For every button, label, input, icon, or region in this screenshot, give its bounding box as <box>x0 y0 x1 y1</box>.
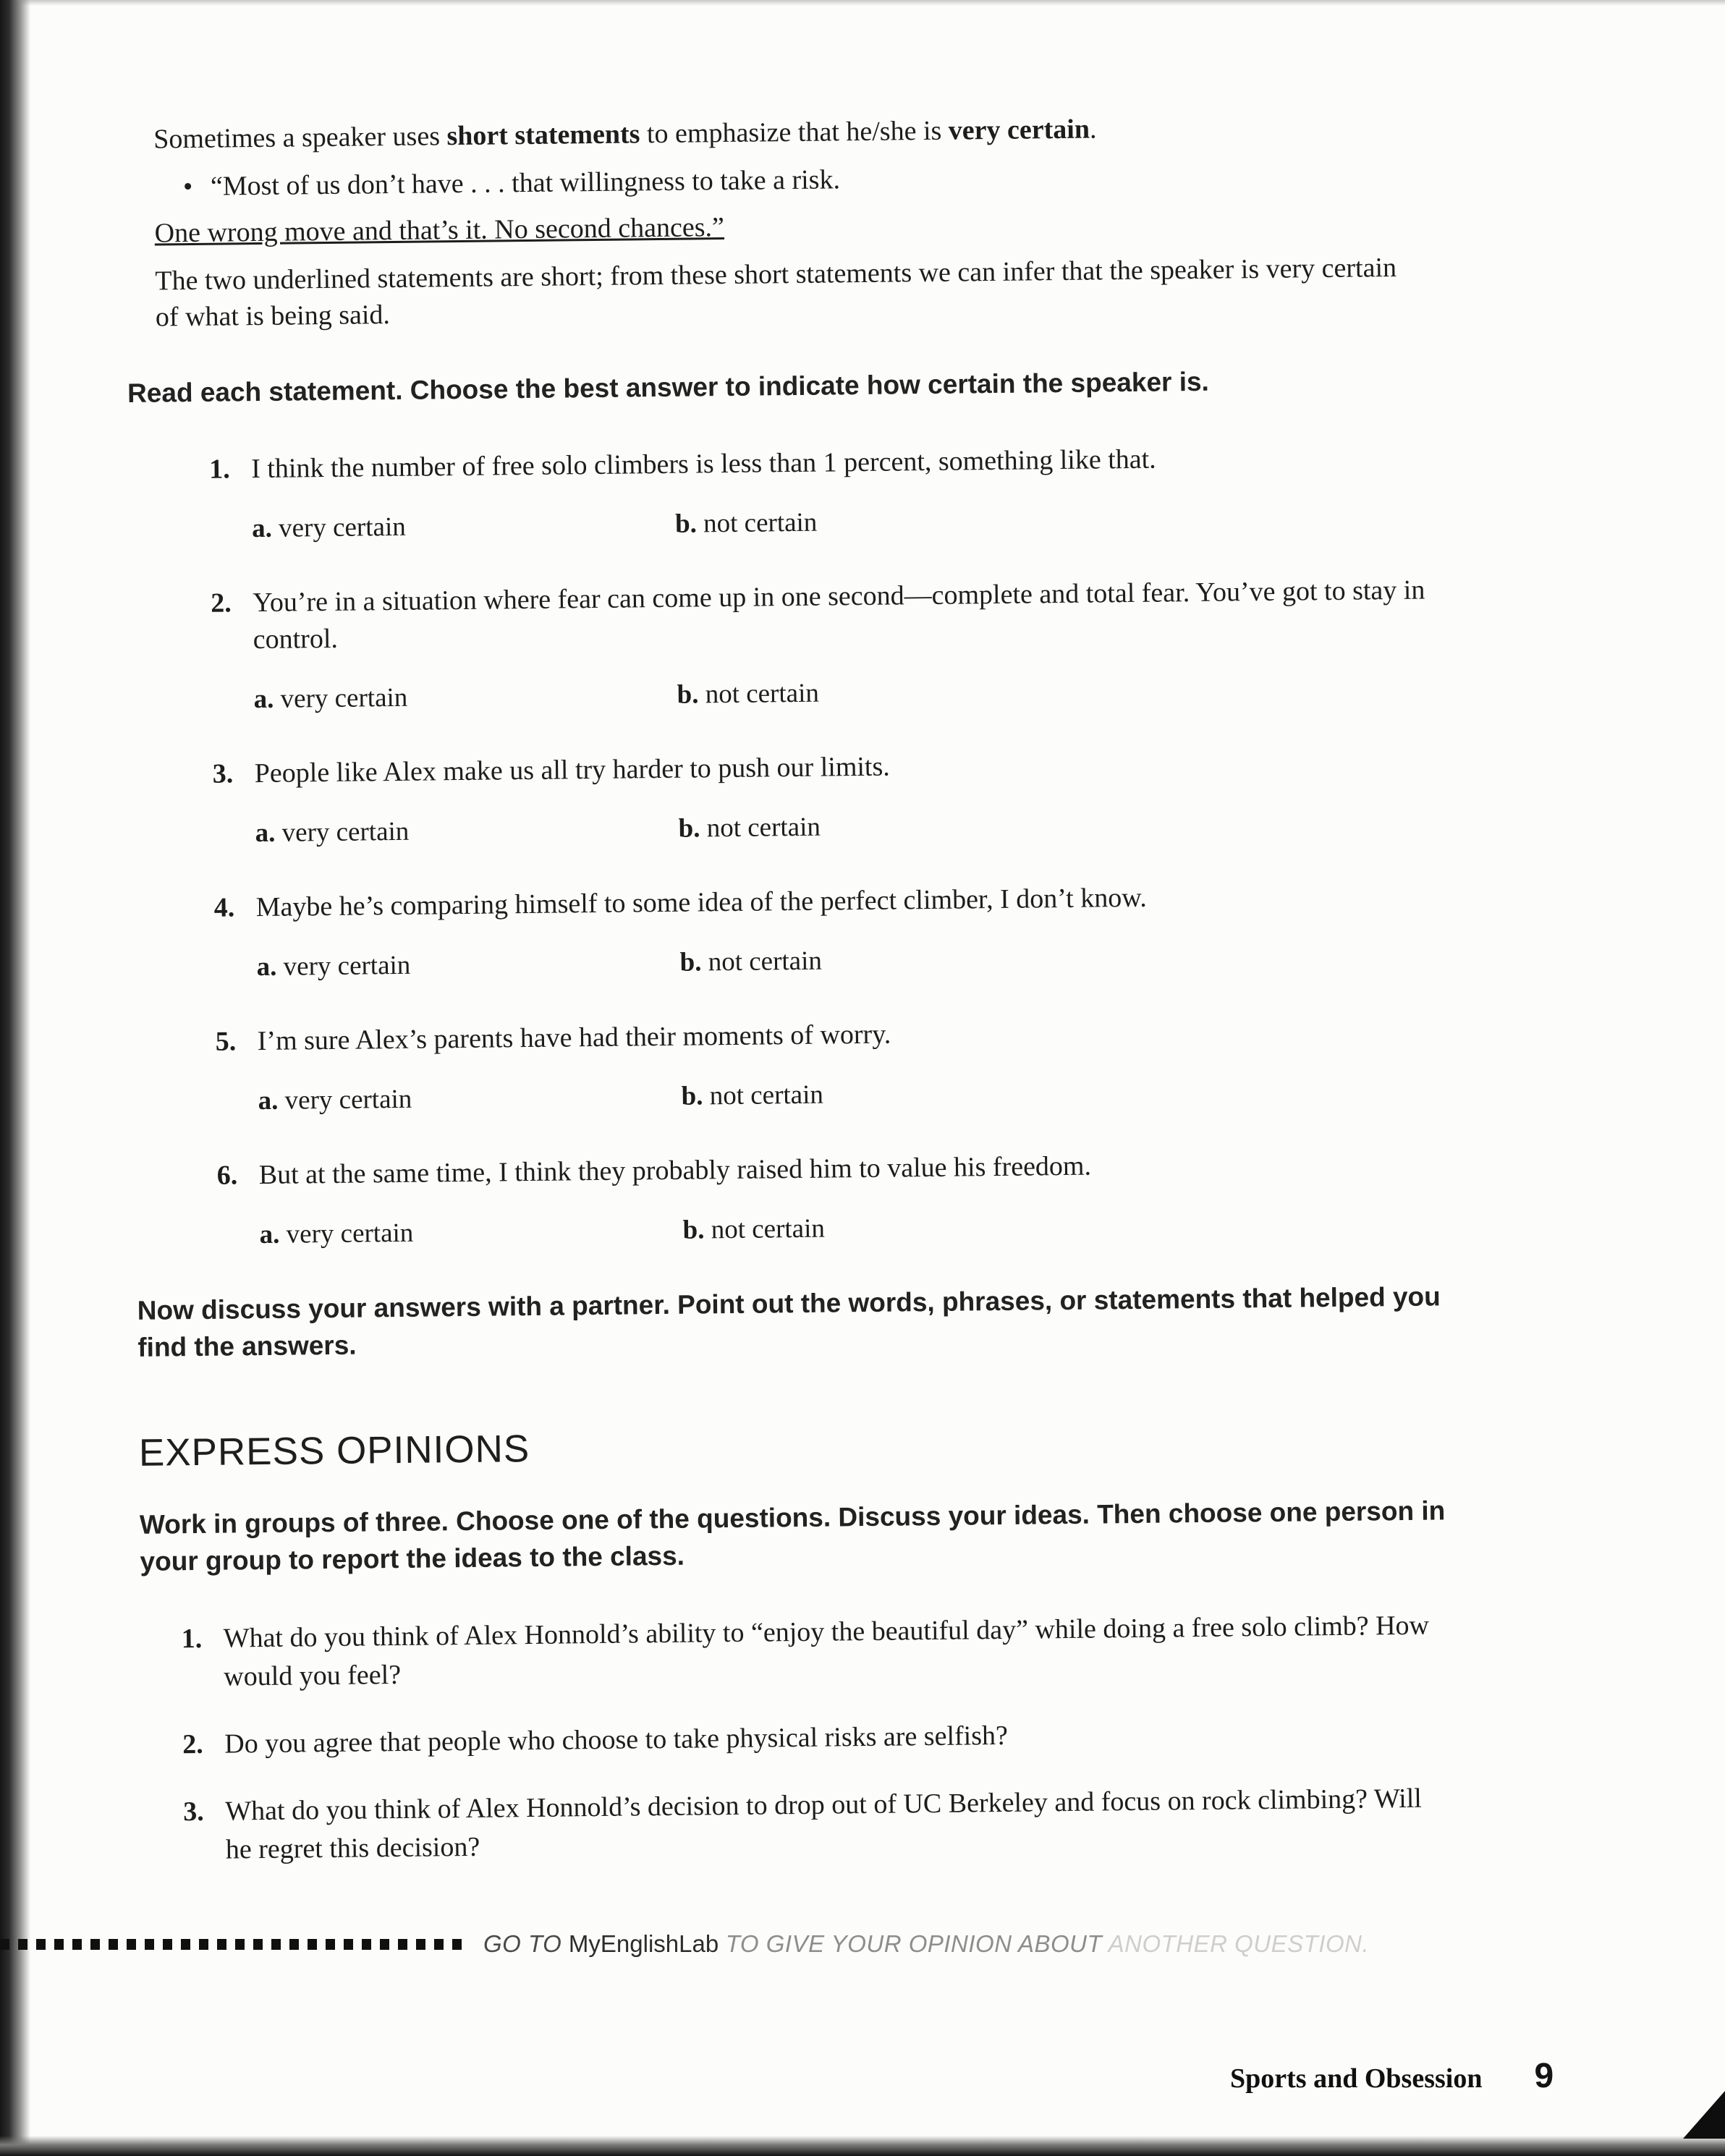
section-heading-express-opinions: EXPRESS OPINIONS <box>138 1427 530 1474</box>
option-b-text: not certain <box>703 507 818 539</box>
answer-options <box>255 803 1539 850</box>
quote-text: “Most of us don’t have . . . that willingness to take a risk. <box>210 164 841 202</box>
page-content <box>124 106 1551 1899</box>
statement-text: I think the number of free solo climbers is less than 1 percent, something like that. <box>250 443 1156 485</box>
statement-item-6 <box>216 1143 1543 1252</box>
option-a-text: very certain <box>286 1218 414 1249</box>
opinion-question-3 <box>183 1778 1551 1869</box>
statement-text: People like Alex make us all try harder to push our limits. <box>254 751 891 789</box>
statement-number: 2. <box>210 587 232 619</box>
statement-text: Maybe he’s comparing himself to some idea of the perfect climber, I don’t know. <box>255 882 1147 923</box>
option-b-text: not certain <box>706 812 821 844</box>
option-b-label: b. <box>679 947 702 977</box>
statement-number: 4. <box>213 892 235 923</box>
answer-options <box>256 937 1540 984</box>
text-run: Sometimes a speaker uses <box>153 121 447 155</box>
statement-number: 5. <box>215 1026 237 1057</box>
dotted-line-icon <box>0 1939 470 1950</box>
option-a-label: a. <box>258 1085 279 1116</box>
option-b-label: b. <box>678 813 700 844</box>
statement-item-3 <box>212 742 1539 851</box>
opinions-instruction: Work in groups of three. Choose one of the questions. Discuss your ideas. Then choose one person in your group to report the ideas to the class. <box>139 1495 1446 1576</box>
bold-term-very-certain: very certain <box>948 114 1090 146</box>
option-a-label: a. <box>259 1219 280 1250</box>
option-a-label: a. <box>253 684 274 715</box>
question-number: 3. <box>183 1796 205 1828</box>
question-number: 1. <box>181 1623 203 1655</box>
scan-corner-mark <box>1683 2091 1725 2139</box>
answer-options <box>259 1205 1543 1252</box>
myenglishlab-text <box>483 1930 1369 1958</box>
statement-row <box>212 742 1538 793</box>
option-a-text: very certain <box>280 682 408 714</box>
text-run: to emphasize that he/she is <box>640 115 949 150</box>
myenglishlab-brand: MyEnglishLab <box>568 1930 719 1957</box>
goto-faded-text: ANOTHER QUESTION. <box>1108 1930 1370 1957</box>
page-footer <box>1230 2056 1554 2096</box>
option-a <box>258 1080 681 1118</box>
statement-item-5 <box>215 1009 1542 1119</box>
skill-explanation <box>153 108 1418 336</box>
answer-options <box>252 498 1536 546</box>
option-b <box>682 1214 825 1245</box>
underlined-quote: One wrong move and that’s it. No second chances.” <box>154 212 725 249</box>
text-run: . <box>1089 114 1097 145</box>
option-b-label: b. <box>674 509 698 539</box>
statement-item-1 <box>209 437 1536 546</box>
option-b-text: not certain <box>709 1079 824 1111</box>
option-b <box>675 508 818 539</box>
goto-rest: TO GIVE YOUR OPINION ABOUT <box>719 1930 1109 1957</box>
option-a <box>252 508 675 546</box>
myenglishlab-callout <box>0 1930 1369 1958</box>
exercise-instruction: Read each statement. Choose the best answer to indicate how certain the speaker is. <box>127 366 1210 408</box>
explanation-sentence <box>153 108 1416 158</box>
statement-number: 1. <box>208 454 230 485</box>
statement-item-4 <box>213 875 1540 985</box>
unit-title: Sports and Obsession <box>1230 2063 1483 2094</box>
statement-item-2 <box>211 571 1538 717</box>
option-a-text: very certain <box>284 1084 412 1116</box>
scan-edge-left <box>0 0 30 2156</box>
option-b-label: b. <box>681 1081 703 1111</box>
answer-options <box>258 1071 1542 1118</box>
option-b-text: not certain <box>711 1213 826 1245</box>
bold-term-short-statements: short statements <box>446 119 640 152</box>
statement-row <box>213 875 1540 927</box>
option-a-label: a. <box>255 818 276 849</box>
option-b <box>681 1080 823 1111</box>
option-a-label: a. <box>251 513 273 544</box>
option-a <box>253 679 677 716</box>
opinion-question-2 <box>182 1711 1549 1764</box>
option-b-label: b. <box>682 1215 705 1245</box>
statement-row <box>216 1143 1543 1194</box>
statement-row <box>209 437 1535 488</box>
question-text: What do you think of Alex Honnold’s decision to drop out of UC Berkeley and focus on rock climbing? Will he regret this decision? <box>225 1783 1423 1865</box>
option-a-text: very certain <box>281 816 410 848</box>
option-a <box>259 1214 682 1252</box>
option-b-text: not certain <box>705 678 820 710</box>
option-b-label: b. <box>677 679 699 710</box>
option-a <box>256 946 679 984</box>
option-a-text: very certain <box>278 512 406 543</box>
example-quote-line <box>154 156 1417 205</box>
statement-text: I’m sure Alex’s parents have had their moments of worry. <box>257 1019 891 1057</box>
option-b <box>678 812 821 844</box>
option-a-text: very certain <box>283 950 411 982</box>
scan-edge-top <box>0 0 1725 6</box>
statement-text: You’re in a situation where fear can come up in one second—complete and total fear. You’ve got to stay in control. <box>252 574 1425 655</box>
statement-row <box>215 1009 1541 1061</box>
statement-text: But at the same time, I think they probably raised him to value his freedom. <box>258 1150 1092 1191</box>
opinion-question-1 <box>181 1605 1548 1697</box>
explanation-note: The two underlined statements are short; from these short statements we can infer that the speaker is very certain of what is being said. <box>155 252 1397 333</box>
answer-options <box>253 669 1538 716</box>
page-number: 9 <box>1534 2057 1554 2095</box>
statement-number: 6. <box>216 1160 238 1191</box>
statement-row <box>211 571 1538 659</box>
option-a-label: a. <box>256 951 277 982</box>
bullet-icon: • <box>182 171 193 203</box>
option-b <box>677 679 819 710</box>
goto-label: GO TO <box>483 1930 569 1957</box>
option-b <box>679 946 822 977</box>
statement-number: 3. <box>212 758 234 789</box>
discuss-instruction: Now discuss your answers with a partner. Point out the words, phrases, or statements that helped you find the answers. <box>137 1281 1441 1362</box>
question-text: Do you agree that people who choose to take physical risks are selfish? <box>224 1720 1009 1760</box>
question-number: 2. <box>182 1728 204 1760</box>
question-text: What do you think of Alex Honnold’s ability to “enjoy the beautiful day” while doing a free solo climb? How would you feel? <box>223 1610 1430 1692</box>
scan-edge-bottom <box>0 2136 1725 2156</box>
option-a <box>255 812 678 850</box>
option-b-text: not certain <box>708 946 823 977</box>
